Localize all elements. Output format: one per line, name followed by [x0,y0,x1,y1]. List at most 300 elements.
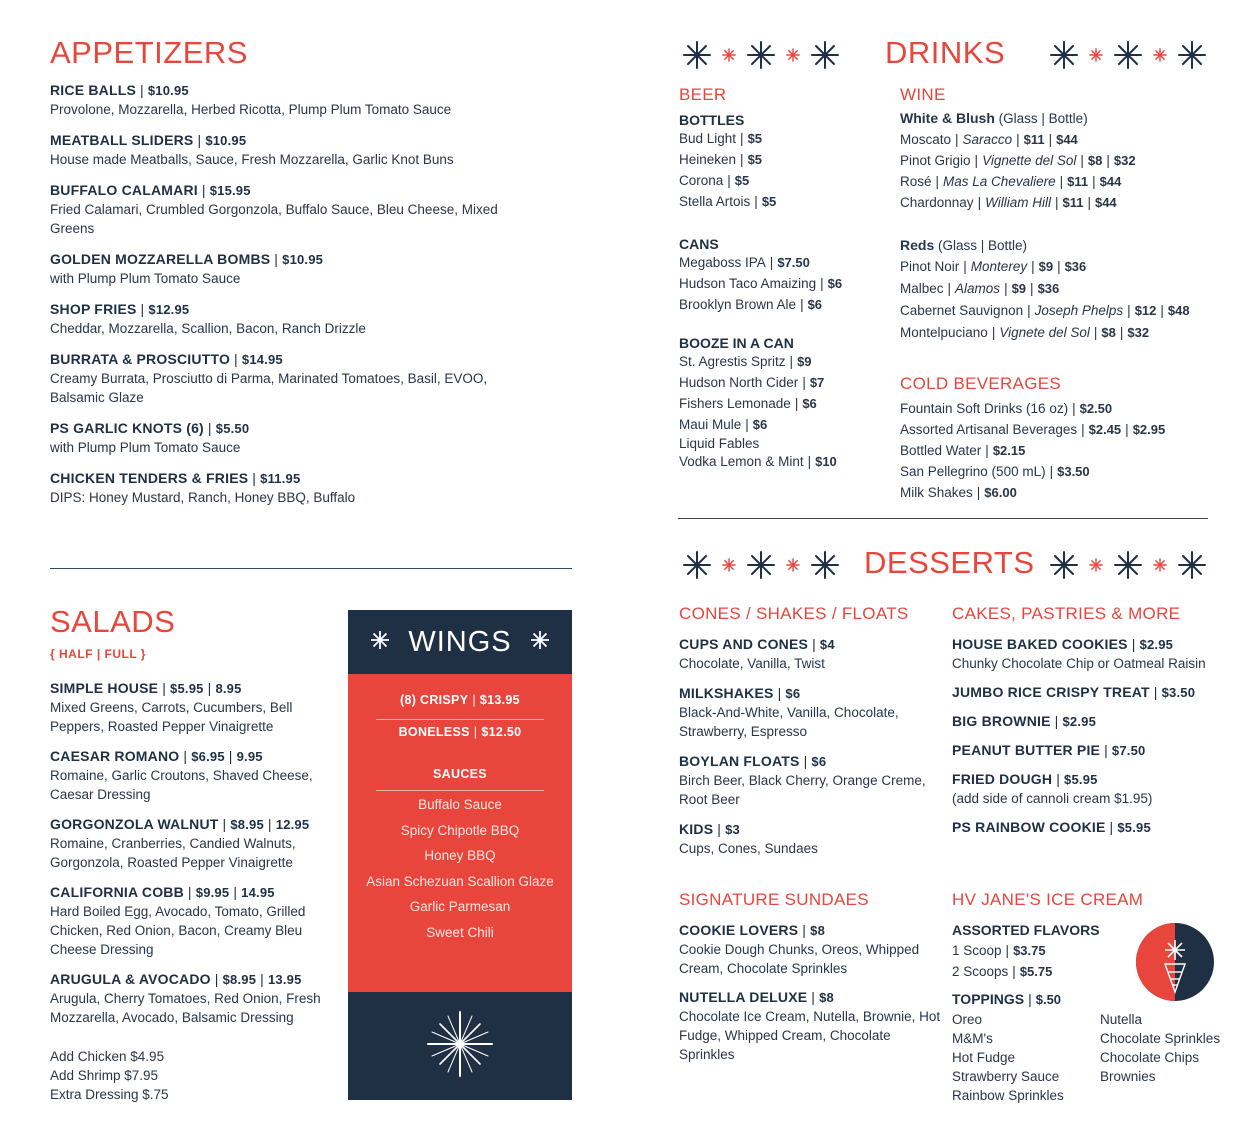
sundaes-list [679,921,941,1074]
menu-item [952,712,1232,731]
toppings-left [952,1010,1064,1105]
drink-name: 2 Scoops [952,964,1009,979]
separator: | [228,748,233,764]
menu-item [50,350,520,407]
menu-item-description: (add side of cannoli cream $1.95) [952,791,1153,806]
separator: | [222,816,227,832]
separator: | [1056,771,1061,787]
drink-name: Brooklyn Brown Ale [679,297,797,312]
menu-item-price: $2.95 [1062,714,1097,729]
menu-item-description: Chunky Chocolate Chip or Oatmeal Raisin [952,656,1206,671]
menu-item-description: House made Meatballs, Sauce, Fresh Mozzarella, Garlic Knot Buns [50,152,454,167]
wine-name: Pinot Noir [900,259,960,274]
cones-list [679,635,941,869]
white-title: White & Blush (Glass | Bottle) [900,110,1088,126]
menu-item-title [679,820,941,839]
drink-name: Assorted Artisanal Beverages [900,422,1078,437]
drink-price: $9 [797,354,812,369]
wine-glass-price: $8 [1101,325,1116,340]
small-star-icon [722,558,736,572]
wine-item [900,278,1190,300]
separator: | [260,971,264,987]
separator: | [1048,132,1053,147]
small-star-icon [786,558,800,572]
scoops-list [952,940,1052,982]
menu-item-description: Birch Beer, Black Cherry, Orange Creme, Root Beer [679,773,926,807]
drink-name: Fountain Soft Drinks (16 oz) [900,401,1069,416]
separator: | [974,153,979,168]
topping-item: Oreo [952,1012,983,1027]
stars-decoration [1045,550,1211,580]
separator: | [802,375,806,390]
menu-item-price-full: 13.95 [268,972,302,987]
wine-bottle-price: $36 [1037,281,1060,296]
drinks-title: DRINKS [885,35,1006,70]
menu-item [50,747,340,804]
menu-item-description: Chocolate Ice Cream, Nutella, Brownie, Hot Fudge, Whipped Cream, Chocolate Sprinkles [679,1009,941,1062]
drink-price: $6 [752,417,768,432]
separator: | [214,971,219,987]
menu-item-name: BURRATA & PROSCIUTTO [50,351,231,367]
separator: | [976,485,981,500]
menu-item [679,684,941,741]
menu-item [679,820,941,858]
drink-item [679,414,824,435]
separator: | [991,325,996,340]
menu-item-price: $7.50 [1111,743,1146,758]
menu-item-name: PEANUT BUTTER PIE [952,742,1101,758]
separator: | [267,816,272,832]
menu-item [50,469,520,507]
topping-item: Brownies [1100,1069,1156,1084]
menu-item [952,818,1232,837]
sauce-item: Spicy Chipotle BBQ [400,822,520,838]
star-icon [1177,40,1207,70]
separator: | [717,821,722,837]
separator: | [1093,325,1098,340]
separator: | [1080,153,1084,168]
drink-item [679,294,842,315]
menu-item [952,741,1232,760]
menu-item [679,752,941,809]
drink-name: Hudson North Cider [679,375,799,390]
menu-item-title [50,300,520,319]
menu-item-name: BOYLAN FLOATS [679,753,800,769]
wine-brand: Alamos [955,281,1001,296]
wine-glass-price: $9 [1038,259,1054,274]
wine-item [900,129,1136,150]
sundaes-title: SIGNATURE SUNDAES [679,890,869,909]
separator: | [1030,281,1034,296]
wine-item [900,150,1136,171]
menu-item-title [50,419,520,438]
drink-item [679,273,842,294]
menu-item-price: $4 [819,637,835,652]
menu-item-name: MILKSHAKES [679,685,774,701]
wine-glass-price: $12 [1134,303,1157,318]
drink-price: $6 [807,297,823,312]
wine-brand: William Hill [985,195,1051,210]
menu-item-name: HOUSE BAKED COOKIES [952,636,1128,652]
menu-item [679,988,941,1064]
menu-item-title [952,712,1232,731]
drink-price: $6 [827,276,843,291]
menu-item-name: NUTELLA DELUXE [679,989,808,1005]
separator: | [745,417,749,432]
menu-item-name: COOKIE LOVERS [679,922,799,938]
separator: | [1109,819,1114,835]
separator: | [201,182,206,198]
small-star-icon [1089,48,1103,62]
beer-title: BEER [679,85,727,104]
drink-item [952,940,1052,961]
star-icon [1113,550,1143,580]
separator: | [1125,422,1129,437]
menu-item-name: KIDS [679,821,714,837]
drink-price: $5 [734,173,750,188]
toppings-title: TOPPINGS | $.50 [952,991,1062,1007]
topping-item: Chocolate Sprinkles [1100,1031,1221,1046]
separator: | [1012,964,1016,979]
separator: | [740,131,744,146]
menu-item-name: GORGONZOLA WALNUT [50,816,219,832]
wine-bottle-price: $32 [1127,325,1150,340]
divider [678,518,1208,519]
cakes-list [952,635,1232,847]
menu-item [50,300,520,338]
menu-item [50,419,520,457]
salads-title: SALADS [50,604,176,639]
stars-decoration [678,40,844,70]
wine-glass-price: $9 [1011,281,1027,296]
desserts-title: DESSERTS [864,545,1035,580]
menu-item-price: $11.95 [260,471,301,486]
wings-option: (8) CRISPY | $13.95 [400,693,520,707]
separator: | [1104,742,1108,758]
wine-glass-price: $11 [1062,195,1084,210]
menu-item-description: with Plump Plum Tomato Sauce [50,271,241,286]
menu-item-price: $10.95 [147,83,189,98]
separator: | [274,251,279,267]
menu-item-title [679,988,941,1007]
menu-item [50,81,520,119]
menu-item [50,181,520,238]
menu-item [50,679,340,736]
drink-name: Corona [679,173,724,188]
topping-item: Nutella [1100,1012,1143,1027]
booze-item: Liquid Fables Vodka Lemon & Mint | $10 [679,436,837,469]
menu-item [679,921,941,978]
menu-item-price: $6.95 [191,749,225,764]
cans-list [679,252,842,315]
menu-item-name: PS RAINBOW COOKIE [952,819,1106,835]
separator: | [947,281,952,296]
sauce-item: Sweet Chili [426,924,494,940]
drink-item [679,170,776,191]
drink-item [679,393,824,414]
menu-item-title [50,81,520,100]
wine-item [900,300,1190,322]
separator: | [187,884,192,900]
flavors-title: ASSORTED FLAVORS [952,922,1100,938]
menu-item-description: Fried Calamari, Crumbled Gorgonzola, Buffalo Sauce, Bleu Cheese, Mixed Greens [50,202,498,236]
menu-item-price: $5.50 [215,421,250,436]
wine-bottle-price: $44 [1056,132,1078,147]
wine-brand: Joseph Phelps [1034,303,1124,318]
menu-item-price-full: 14.95 [241,885,275,900]
drink-price: $5.75 [1019,964,1053,979]
topping-item: Chocolate Chips [1100,1050,1200,1065]
menu-item-description: with Plump Plum Tomato Sauce [50,440,241,455]
star-icon [370,630,390,655]
hv-title: HV JANE'S ICE CREAM [952,890,1144,909]
star-icon [746,40,776,70]
wings-option: BONELESS | $12.50 [398,725,522,739]
menu-item-title [50,131,520,150]
wine-brand: Mas La Chevaliere [943,174,1056,189]
wine-bottle-price: $48 [1167,303,1190,318]
divider [376,790,544,791]
wine-glass-price: $11 [1023,132,1045,147]
separator: | [140,301,145,317]
star-icon [746,550,776,580]
menu-item-price: $5.95 [1117,820,1151,835]
menu-item-description: Provolone, Mozzarella, Herbed Ricotta, Plump Plum Tomato Sauce [50,102,452,117]
wings-panel [348,610,572,1100]
separator: | [777,685,782,701]
separator: | [789,354,794,369]
wings-header [348,610,572,674]
menu-item-price: $5.95 [170,681,204,696]
menu-item-price: $8 [810,923,826,938]
separator: | [207,420,212,436]
drink-name: Milk Shakes [900,485,973,500]
separator: | [1160,303,1164,318]
menu-item-description: Chocolate, Vanilla, Twist [679,656,825,671]
drink-item [679,128,776,149]
separator: | [811,989,816,1005]
wine-name: Rosé [900,174,932,189]
separator: | [1049,464,1054,479]
topping-item: Rainbow Sprinkles [952,1088,1064,1103]
menu-item-title [50,815,340,834]
drink-item [679,372,824,393]
separator: | [197,132,202,148]
reds-title: Reds (Glass | Bottle) [900,237,1028,253]
stars-decoration [678,550,844,580]
menu-item-title [50,181,520,200]
menu-item-description: Cups, Cones, Sundaes [679,841,818,856]
menu-item-price: $8 [819,990,834,1005]
menu-item-description: Romaine, Cranberries, Candied Walnuts, Gorgonzola, Roasted Pepper Vinaigrette [50,836,296,870]
separator: | [1016,132,1020,147]
sauce-item: Honey BBQ [424,848,496,863]
wine-item [900,192,1136,213]
menu-item-price: $8.95 [222,972,257,987]
menu-item-name: PS GARLIC KNOTS (6) [50,420,204,436]
menu-item-title [952,818,1232,837]
salads-addons [50,1047,169,1104]
drink-item [900,440,1165,461]
separator: | [803,753,808,769]
drink-price: $2.45 [1088,422,1122,437]
drink-price: $7 [809,375,825,390]
menu-item-price: $6 [785,686,801,701]
drink-item [952,961,1052,982]
salad-addon: Extra Dressing $.75 [50,1087,169,1102]
salad-addon: Add Chicken $4.95 [50,1049,165,1064]
menu-item-description: Cheddar, Mozzarella, Scallion, Bacon, Ranch Drizzle [50,321,366,336]
small-star-icon [1153,48,1167,62]
menu-item-name: FRIED DOUGH [952,771,1053,787]
menu-item-price: $12.95 [148,302,190,317]
wine-bottle-price: $32 [1113,153,1136,168]
wine-title: WINE [900,85,946,104]
separator: | [977,195,982,210]
menu-item-title [50,970,340,989]
wine-name: Malbec [900,281,944,296]
star-icon [1049,550,1079,580]
separator: | [769,255,774,270]
separator: | [820,276,824,291]
small-star-icon [786,48,800,62]
star-icon [1049,40,1079,70]
wine-glass-price: $11 [1067,174,1089,189]
menu-item-name: CHICKEN TENDERS & FRIES [50,470,249,486]
drink-name: Stella Artois [679,194,751,209]
drink-price: $5 [747,131,763,146]
drink-item [900,398,1165,419]
wine-item [900,256,1190,278]
menu-item [952,770,1232,808]
menu-item-name: MEATBALL SLIDERS [50,132,194,148]
separator: | [1054,195,1059,210]
cold-title: COLD BEVERAGES [900,374,1062,393]
menu-item-description: Mixed Greens, Carrots, Cucumbers, Bell Peppers, Roasted Pepper Vinaigrette [50,700,293,734]
wine-name: Pinot Grigio [900,153,971,168]
small-star-icon [1089,558,1103,572]
drink-price: $3.75 [1013,943,1046,958]
menu-item [50,250,520,288]
small-star-icon [722,48,736,62]
booze-title: BOOZE IN A CAN [679,335,794,351]
wine-glass-price: $8 [1087,153,1103,168]
separator: | [740,152,744,167]
topping-item: Strawberry Sauce [952,1069,1060,1084]
separator: | [252,470,257,486]
separator: | [1153,684,1158,700]
menu-item-name: CAESAR ROMANO [50,748,180,764]
drink-name: Bud Light [679,131,737,146]
menu-item-price: $9.95 [195,885,230,900]
separator: | [1127,303,1131,318]
menu-item-price-full: 9.95 [236,749,263,764]
drink-item [679,252,842,273]
drink-price: $5 [761,194,777,209]
wine-bottle-price: $36 [1064,259,1087,274]
menu-item-name: SHOP FRIES [50,301,137,317]
menu-item-title [952,683,1232,702]
wine-brand: Monterey [970,259,1028,274]
wine-bottle-price: $44 [1094,195,1117,210]
menu-item-name: JUMBO RICE CRISPY TREAT [952,684,1150,700]
cones-title: CONES / SHAKES / FLOATS [679,604,909,623]
booze-list [679,351,824,435]
drink-item [679,351,824,372]
separator: | [1027,303,1031,318]
divider [376,719,544,720]
star-icon [810,550,840,580]
menu-item-name: GOLDEN MOZZARELLA BOMBS [50,251,271,267]
menu-item-price: $15.95 [209,183,251,198]
menu-item-title [679,752,941,771]
separator: | [207,680,212,696]
separator: | [1072,401,1076,416]
toppings-right [1100,1010,1220,1086]
drink-price: $2.15 [992,443,1026,458]
menu-item-price-full: 12.95 [275,817,310,832]
wine-brand: Vignete del Sol [999,325,1090,340]
menu-item-name: BIG BROWNIE [952,713,1051,729]
wings-footer [348,992,572,1100]
menu-item-description: Cookie Dough Chunks, Oreos, Whipped Cream, Chocolate Sprinkles [679,942,920,976]
drink-name: Bottled Water [900,443,982,458]
drink-name: San Pellegrino (500 mL) [900,464,1046,479]
menu-item-title [50,747,340,766]
separator: | [1092,174,1096,189]
menu-item-title [50,883,340,902]
drink-item [900,419,1165,440]
menu-item-name: CUPS AND CONES [679,636,809,652]
menu-item-title [679,921,941,940]
menu-item-name: RICE BALLS [50,82,136,98]
drink-price: $7.50 [777,255,810,270]
cans-title: CANS [679,236,719,252]
ice-cream-logo-icon [1135,922,1215,1002]
drink-item [900,461,1165,482]
menu-item-description: DIPS: Honey Mustard, Ranch, Honey BBQ, Buffalo [50,490,356,505]
separator: | [233,884,238,900]
menu-item-title [679,635,941,654]
separator: | [802,922,807,938]
menu-item-price: $10.95 [282,252,324,267]
separator: | [800,297,804,312]
separator: | [955,132,959,147]
separator: | [1106,153,1110,168]
separator: | [794,396,799,411]
wine-brand: Saracco [962,132,1013,147]
menu-item-description: Romaine, Garlic Croutons, Shaved Cheese, Caesar Dressing [50,768,313,802]
drink-name: Hudson Taco Amaizing [679,276,817,291]
stars-decoration [1045,40,1211,70]
drink-price: $6.00 [984,485,1017,500]
star-icon [810,40,840,70]
wine-name: Chardonnay [900,195,974,210]
separator: | [1005,943,1010,958]
menu-item-price: $8.95 [230,817,264,832]
appetizers-title: APPETIZERS [50,35,248,70]
menu-item-title [50,679,340,698]
menu-item-description: Arugula, Cherry Tomatoes, Red Onion, Fresh Mozzarella, Avocado, Balsamic Dressing [50,991,321,1025]
separator: | [935,174,940,189]
wine-name: Montelpuciano [900,325,988,340]
menu-item-name: SIMPLE HOUSE [50,680,159,696]
cakes-title: CAKES, PASTRIES & MORE [952,604,1181,623]
separator: | [727,173,731,188]
separator: | [963,259,967,274]
sauce-item: Garlic Parmesan [409,899,511,914]
menu-item [952,683,1232,702]
